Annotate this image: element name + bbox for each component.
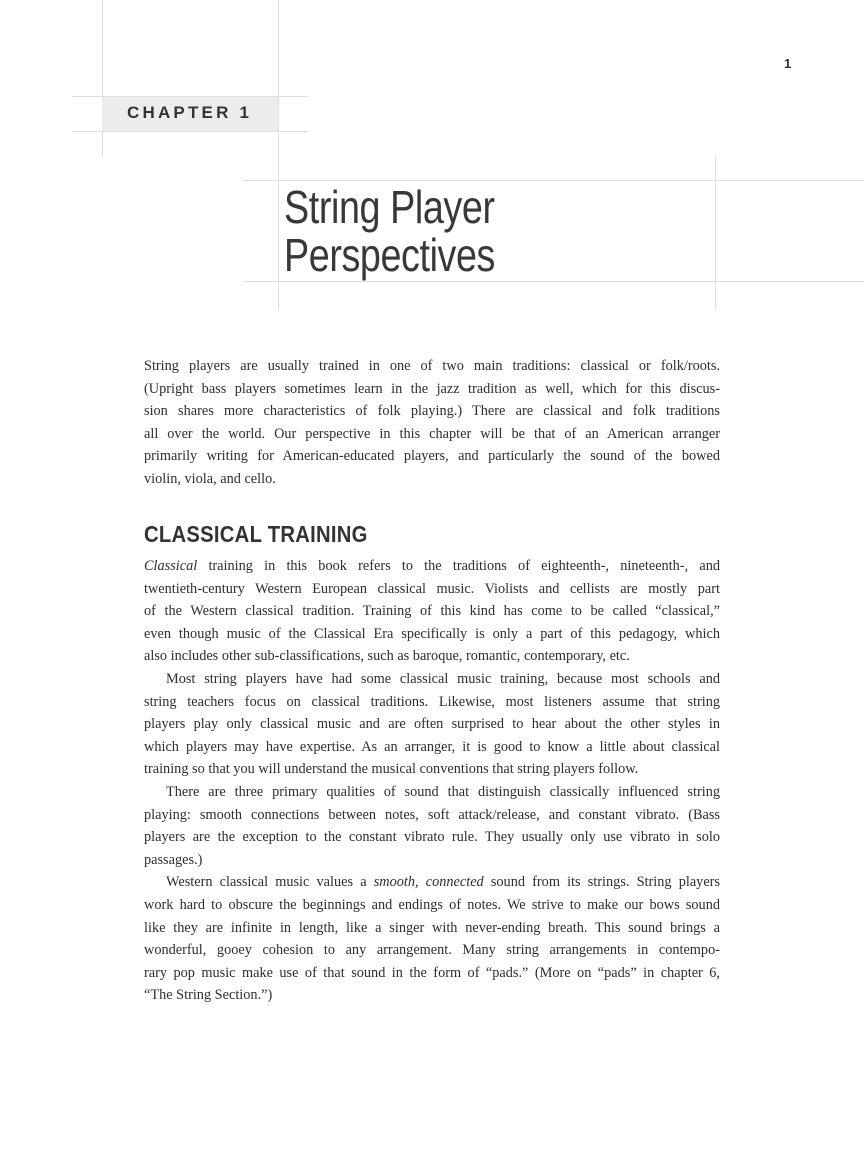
text-line [144, 871, 720, 894]
intro-text [144, 355, 720, 491]
text-line [144, 917, 720, 940]
text-run: passages.) [144, 851, 203, 868]
text-run: players play only classical music and are often surprised to hear about the other styles in [144, 716, 720, 733]
text-run: Western classical music values a [166, 874, 374, 891]
chapter-label: CHAPTER 1 [127, 103, 253, 122]
text-run: sound from its strings. String players [483, 874, 720, 891]
text-line [144, 578, 720, 601]
text-line [144, 668, 720, 691]
grid-rule [102, 0, 103, 156]
grid-rule [72, 96, 308, 97]
grid-rule [72, 131, 308, 132]
paragraph [144, 668, 720, 781]
text-run: also includes other sub-classifications, such as baroque, romantic, contemporary, etc. [144, 648, 630, 665]
page-number: 1 [784, 56, 792, 71]
text-run: violin, viola, and cello. [144, 470, 276, 487]
chapter-title-line: Perspectives [284, 229, 496, 281]
text-line [144, 555, 720, 578]
text-run: which players may have expertise. As an arranger, it is good to know a little about classical [144, 738, 720, 755]
text-line [144, 894, 720, 917]
text-run: There are three primary qualities of sound that distinguish classically influenced string [166, 783, 720, 800]
text-run: all over the world. Our perspective in this chapter will be that of an American arranger [144, 425, 720, 442]
text-line [144, 736, 720, 759]
chapter-title [284, 183, 495, 279]
text-line [144, 378, 720, 401]
text-run: sion shares more characteristics of folk playing.) There are classical and folk traditions [144, 403, 720, 420]
chapter-title-line: String Player [284, 181, 495, 233]
text-run: work hard to obscure the beginnings and endings of notes. We strive to make our bows sound [144, 896, 720, 913]
text-line [144, 691, 720, 714]
text-line [144, 849, 720, 872]
italic-text: smooth, connected [373, 874, 484, 891]
section-text [144, 555, 720, 1007]
text-run: of the Western classical tradition. Training of this kind has come to be called “classical,” [144, 603, 720, 620]
text-run: players are the exception to the constant vibrato rule. They usually only use vibrato in solo [144, 829, 720, 846]
text-line [144, 984, 720, 1007]
text-run: String players are usually trained in one of two main traditions: classical or folk/roots. [144, 358, 720, 374]
text-run: string teachers focus on classical traditions. Likewise, most listeners assume that string [144, 693, 720, 710]
text-run: primarily writing for American-educated players, and particularly the sound of the bowed [144, 448, 720, 465]
grid-rule [715, 156, 716, 310]
text-line [144, 423, 720, 446]
text-line [144, 623, 720, 646]
text-line [144, 713, 720, 736]
text-line [144, 468, 720, 491]
text-run: training in this book refers to the traditions of eighteenth-, nineteenth-, and [197, 558, 720, 574]
text-run: wonderful, gooey cohesion to any arrangement. Many string arrangements in contempo- [144, 942, 720, 959]
grid-rule [278, 0, 279, 310]
text-line [144, 962, 720, 985]
section-heading: CLASSICAL TRAINING [144, 521, 368, 547]
paragraph [144, 781, 720, 871]
italic-text: Classical [144, 558, 198, 574]
text-line [144, 758, 720, 781]
grid-rule [243, 281, 864, 282]
text-run: rary pop music make use of that sound in the form of “pads.” (More on “pads” in chapter 6, [144, 964, 720, 981]
text-line [144, 826, 720, 849]
paragraph [144, 355, 720, 491]
paragraph [144, 555, 720, 668]
text-run: (Upright bass players sometimes learn in the jazz tradition as well, which for this discus- [144, 380, 720, 397]
text-run: like they are infinite in length, like a singer with never-ending breath. This sound brings a [144, 919, 720, 936]
text-line [144, 400, 720, 423]
text-line [144, 804, 720, 827]
text-line [144, 939, 720, 962]
text-run: Most string players have had some classical music training, because most schools and [166, 670, 720, 687]
text-run: even though music of the Classical Era specifically is only a part of this pedagogy, which [144, 625, 720, 642]
text-line [144, 445, 720, 468]
text-line [144, 600, 720, 623]
text-line [144, 355, 720, 378]
text-line [144, 645, 720, 668]
text-run: “The String Section.”) [144, 987, 273, 1004]
text-run: playing: smooth connections between notes, soft attack/release, and constant vibrato. (Bass [144, 806, 720, 823]
text-run: twentieth-century Western European classical music. Violists and cellists are mostly part [144, 580, 720, 597]
text-run: training so that you will understand the musical conventions that string players follow. [144, 761, 639, 778]
text-line [144, 781, 720, 804]
paragraph [144, 871, 720, 1007]
